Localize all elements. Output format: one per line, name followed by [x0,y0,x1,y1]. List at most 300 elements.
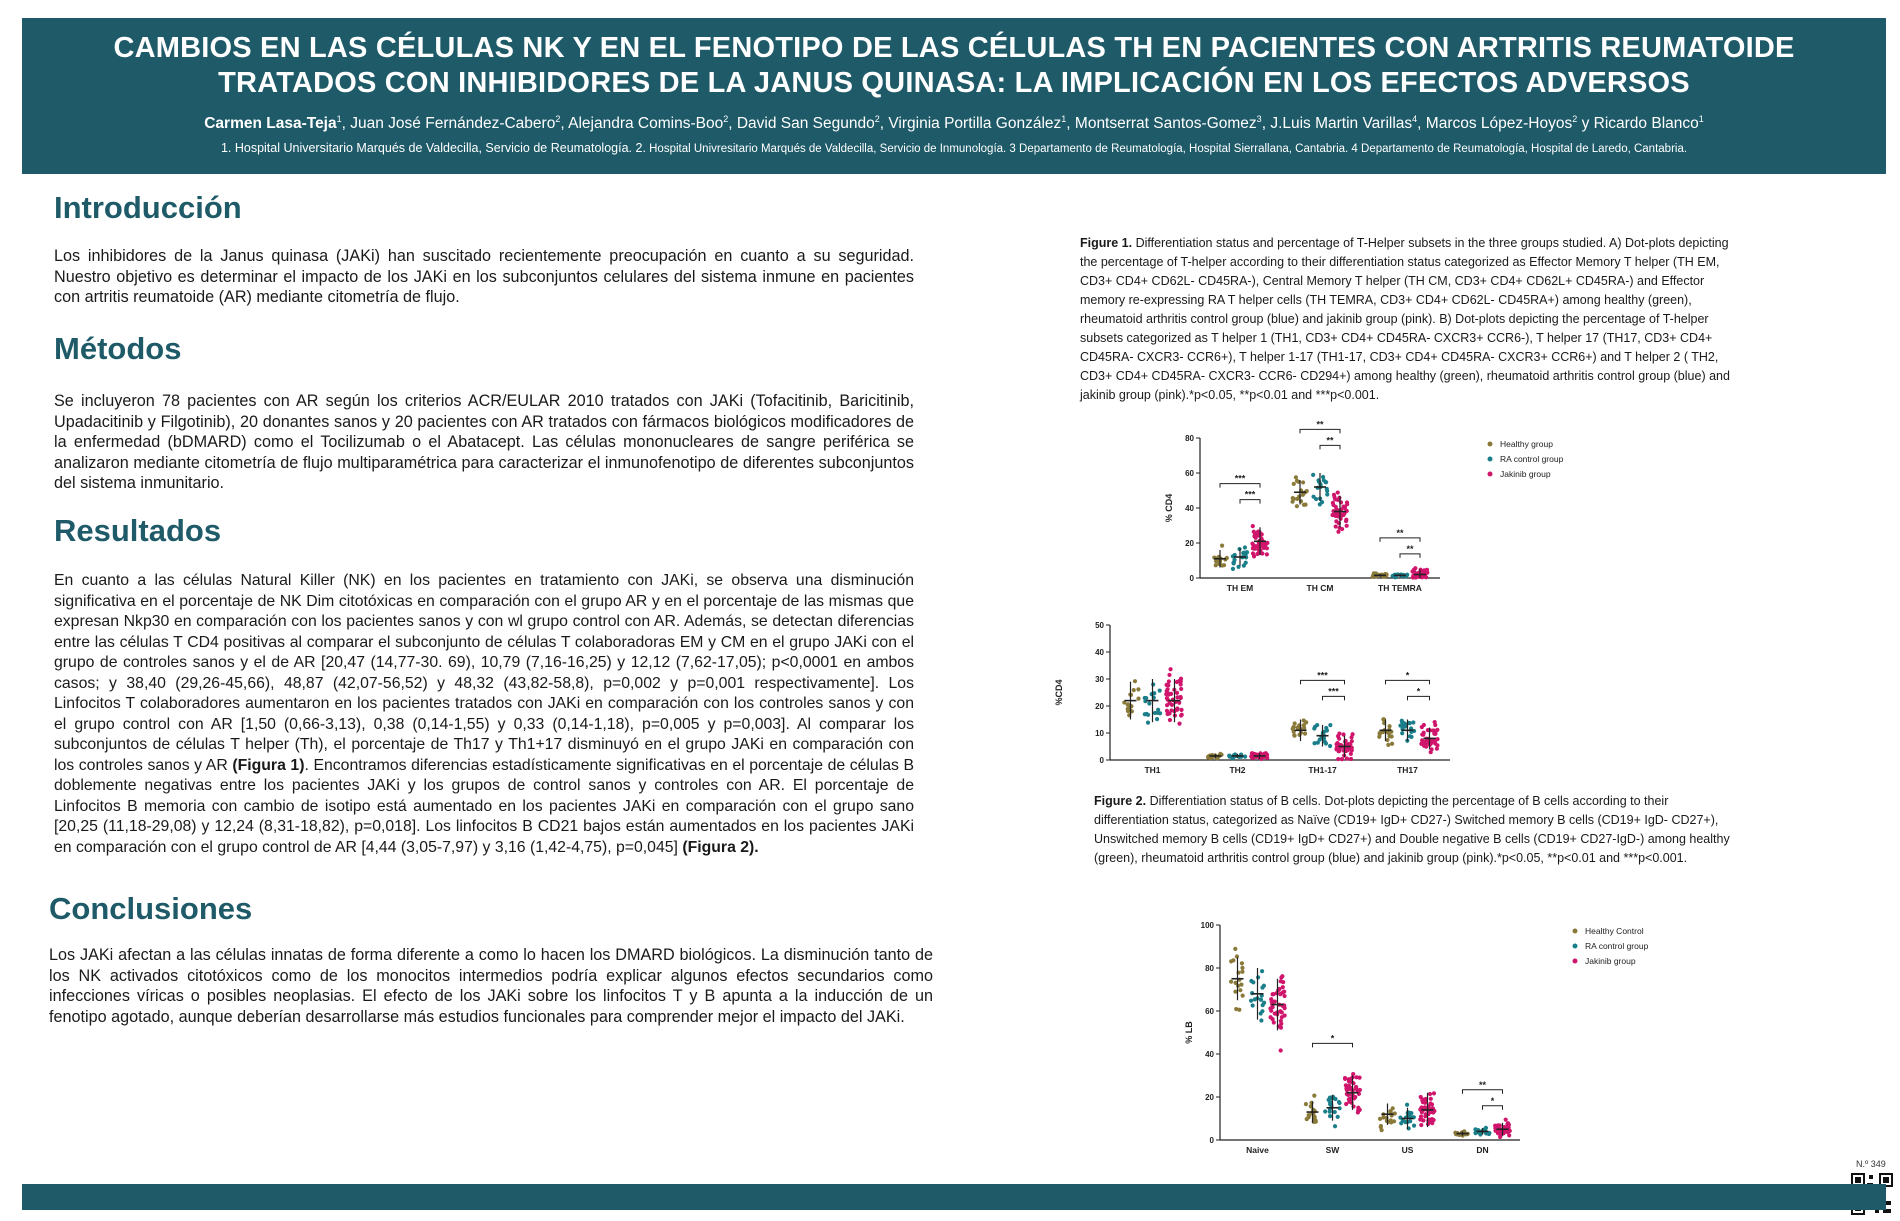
data-point [1333,513,1337,517]
data-point [1179,713,1183,717]
data-point [1271,992,1275,996]
affiliations [22,141,1886,155]
data-point [1334,519,1338,523]
data-point [1304,1102,1308,1106]
data-point [1304,720,1308,724]
author-name: Juan José Fernández-Cabero [350,115,556,133]
legend-label: Healthy group [1500,439,1553,449]
author-sup: 3 [1256,114,1262,124]
data-point [1292,733,1296,737]
data-point [1170,703,1174,707]
y-tick-label: 50 [1095,621,1104,630]
data-point [1408,721,1412,725]
data-point [1240,966,1244,970]
significance-bracket [1483,1106,1503,1110]
author-sup: 4 [1412,114,1418,124]
significance-bracket [1220,484,1260,488]
data-point [1260,985,1264,989]
data-point [1337,731,1341,735]
data-point [1390,742,1394,746]
data-point [1435,728,1439,732]
data-point [1419,1095,1423,1099]
data-point [1507,1133,1511,1137]
data-point [1325,492,1329,496]
data-point [1179,708,1183,712]
data-point [1232,558,1236,562]
data-point [1265,552,1269,556]
y-tick-label: 100 [1200,921,1214,930]
data-point [1419,742,1423,746]
data-point [1433,720,1437,724]
data-point [1412,568,1416,572]
data-point [1214,563,1218,567]
y-tick-label: 40 [1205,1050,1214,1059]
x-tick-label: TH EM [1226,583,1254,593]
data-point [1321,475,1325,479]
data-point [1421,733,1425,737]
data-point [1243,755,1247,759]
data-point [1337,496,1341,500]
data-point [1318,737,1322,741]
poster-title-line2: TRATADOS CON INHIBIDORES DE LA JANUS QUINASA: LA IMPLICACIÓN EN LOS EFECTOS ADVERSOS [218,67,1690,99]
data-point [1335,746,1339,750]
author-name: Marcos López-Hoyos [1425,115,1573,133]
author-name: Carmen Lasa-Teja [204,115,337,133]
poster-title-line1: CAMBIOS EN LAS CÉLULAS NK Y EN EL FENOTIPO DE LAS CÉLULAS TH EN PACIENTES CON ARTRITIS REUMATOIDE [113,32,1795,64]
data-point [1340,757,1344,761]
significance-bracket [1320,445,1340,449]
intro-text: Los inhibidores de la Janus quinasa (JAKi) han suscitado recientemente preocupación en cuanto a su seguridad. Nuestro objetivo es determinar el impacto de los JAKi en los subconjuntos celulares del sistema inmune en pacientes con artritis reumatoide (AR) mediante citometría de flujo. [54,247,914,306]
significance-bracket [1313,1043,1353,1047]
x-tick-label: TH CM [1306,583,1334,593]
legend-marker [1488,472,1493,477]
y-axis-label: %CD4 [1054,679,1064,706]
data-point [1378,732,1382,736]
data-point [1336,1115,1340,1119]
legend-label: RA control group [1585,941,1649,951]
data-point [1297,494,1301,498]
x-tick-label: TH1 [1144,765,1161,775]
data-point [1259,1018,1263,1022]
data-point [1311,473,1315,477]
significance-label: ** [1326,435,1334,446]
data-point [1387,724,1391,728]
author-name: Ricardo Blanco [1593,115,1699,133]
y-tick-label: 0 [1209,1136,1214,1145]
data-point [1250,542,1254,546]
data-point [1278,1009,1282,1013]
data-point [1324,480,1328,484]
affiliation-main: 1. Hospital Universitario Marqués de Valdecilla, Servicio de Reumatología. 2. [220,141,646,156]
data-point [1253,997,1257,1001]
author-sup: 2 [723,114,729,124]
data-point [1400,731,1404,735]
author-name: Alejandra Comins-Boo [568,115,724,133]
legend-marker [1573,959,1578,964]
figure2-dotplot [1180,905,1650,1160]
author-sup: 2 [874,114,880,124]
significance-bracket [1408,696,1430,700]
data-point [1259,998,1263,1002]
figure1-ref: (Figura 1) [232,756,305,774]
data-point [1241,994,1245,998]
author-name: David San Segundo [736,115,875,133]
data-point [1253,547,1257,551]
data-point [1337,1100,1341,1104]
data-point [1136,687,1140,691]
data-point [1244,561,1248,565]
data-point [1349,757,1353,761]
data-point [1305,1117,1309,1121]
data-point [1328,744,1332,748]
significance-bracket [1300,429,1340,433]
data-point [1146,721,1150,725]
data-point [1435,747,1439,751]
data-point [1177,722,1181,726]
data-point [1282,990,1286,994]
data-point [1240,970,1244,974]
data-point [1333,1110,1337,1114]
figure1-label: Figure 1. [1080,236,1133,250]
data-point [1424,575,1428,579]
data-point [1418,1117,1422,1121]
data-point [1259,1011,1263,1015]
data-point [1220,563,1224,567]
data-point [1411,720,1415,724]
author-list: Carmen Lasa-Teja$^1$, Juan José Fernández-Cabero$^2$, Alejandra Comins-Boo$^2$, David San Segundo$^2$, Virginia Portilla González$^1$, Montserrat Santos-Gomez$^3$, J.Luis Martin Varillas$^4$, Marcos López-Hoyos$^2$ y Ricardo Blanco$^1$ [204,114,1704,133]
data-point [1349,752,1353,756]
data-point [1412,1123,1416,1127]
data-point [1175,680,1179,684]
data-point [1325,728,1329,732]
data-point [1506,1125,1510,1129]
data-point [1269,1009,1273,1013]
data-point [1270,1017,1274,1021]
data-point [1292,497,1296,501]
author-sup: 2 [555,114,561,124]
data-point [1249,999,1253,1003]
data-point [1328,723,1332,727]
data-point [1421,1100,1425,1104]
author-sup: 1 [1061,114,1067,124]
data-point [1347,1097,1351,1101]
figure1-caption-text: Differentiation status and percentage of T-Helper subsets in the three groups studied. A) Dot-plots depicting the percentage of T-helper according to their differentiation status categorized as Effector Memory T helper (TH EM, CD3+ CD4+ CD62L- CD45RA-), Central Memory T helper (TH CM, CD3+ CD4+ CD62L+ CD45RA-) and Effector memory re-expressing RA T helper cells (TH TEMRA, CD3+ CD4+ CD62L- CD45RA+) among healthy (green), rheumatoid arthritis control group (blue) and jakinib group (pink). B) Dot-plots depicting the percentage of T-helper subsets categorized as T helper 1 (TH1, CD3+ CD4+ CD45RA- CXCR3+ CCR6-), T helper 17 (TH17, CD3+ CD4+ CD45RA- CXCR3- CCR6+), T helper 1-17 (TH1-17, CD3+ CD4+ CD45RA- CXCR3+ CCR6+) and T helper 2 ( TH2, CD3+ CD4+ CD45RA- CXCR3- CCR6- CD294+) among healthy (green), rheumatoid arthritis control group (blue) and jakinib group (pink).*p<0.05, **p<0.01 and ***p<0.001. [1080,236,1730,402]
y-tick-label: 60 [1185,469,1194,478]
y-axis-label: % CD4 [1164,493,1174,523]
data-point [1420,725,1424,729]
data-point [1399,1121,1403,1125]
significance-label: * [1330,1033,1335,1044]
poster-number: N.º 349 [1856,1159,1886,1169]
data-point [1243,545,1247,549]
data-point [1336,490,1340,494]
significance-label: *** [1317,670,1328,681]
data-point [1406,1113,1410,1117]
significance-label: * [1405,670,1410,681]
data-point [1314,1120,1318,1124]
data-point [1278,992,1282,996]
methods-heading: Métodos [54,331,182,366]
data-point [1337,737,1341,741]
significance-label: *** [1244,489,1256,500]
data-point [1349,747,1353,751]
results-text-a: En cuanto a las células Natural Killer (NK) en los pacientes en tratamiento con JAKi, se observa una disminución significativa en el porcentaje de NK Dim citotóxicas en comparación con el grupo AR y en el porcentaje de las mismas que expresan Nkp30 en comparación con los pacientes sanos y con wl grupo control con AR. Además, se detectan diferencias entre las células T CD4 positivas al comparar el subconjunto de células T colaboradoras EM y CM en el grupo JAKi con el grupo de controles sanos y el de AR [20,47 (14,77-30. 69), 10,79 (7,16-16,25) y 12,12 (7,62-17,05); p<0,0001 en ambos casos; y 38,40 (29,26-45,66), 48,87 (42,07-56,52) y 48,32 (43,82-58,8), p=0,002 y p=0,001 respectivamente]. Los Linfocitos T colaboradores aumentaron en los pacientes tratados con JAKi en comparación con los controles sanos y con el grupo control con AR [1,50 (0,66-3,13), 0,38 (0,14-1,55) y 0,33 (0,14-1,18), p=0,005 y p=0,003]. Al comparar los subconjuntos de células T helper (Th), el porcentaje de Th17 y Th1+17 disminuyó en el grupo JAKi en comparación con los controles sanos y AR [54,572,914,774]
significance-bracket [1323,696,1345,700]
data-point [1506,1121,1510,1125]
data-point [1168,667,1172,671]
figure2-caption [1094,792,1734,868]
figure2-label: Figure 2. [1094,794,1147,808]
results-text-b: . Encontramos diferencias estadísticamente significativas en el porcentaje de células B doblemente negativas entre los pacientes JAKi y los grupos de control sanos y controles con AR. El porcentaje de Linfocitos B memoria con cambio de isotipo está aumentado en los pacientes JAKi en comparación con el grupo sano [20,25 (11,18-29,08) y 12,24 (8,31-18,82), p=0,018]. Los linfocitos B CD21 bajos están aumentados en los pacientes JAKi en comparación con el grupo control de AR [4,44 (3,05-7,97) y 3,16 (1,42-4,75), p=0,045] [54,756,915,856]
data-point [1265,546,1269,550]
data-point [1283,1006,1287,1010]
legend-marker [1488,457,1493,462]
data-point [1430,1121,1434,1125]
x-tick-label: SW [1325,1145,1340,1155]
data-point [1345,524,1349,528]
data-point [1158,688,1162,692]
y-tick-label: 0 [1189,574,1194,583]
data-point [1342,749,1346,753]
significance-label: *** [1234,473,1246,484]
data-point [1242,551,1246,555]
data-point [1315,723,1319,727]
data-point [1353,1095,1357,1099]
data-point [1239,983,1243,987]
significance-label: ** [1478,1079,1487,1090]
figure1a-dotplot [1160,420,1630,600]
data-point [1311,495,1315,499]
data-point [1175,691,1179,695]
data-point [1261,1003,1265,1007]
legend-marker [1573,929,1578,934]
y-axis-label: % LB [1184,1021,1194,1044]
data-point [1409,735,1413,739]
data-point [1344,1102,1348,1106]
author-name: Virginia Portilla González [888,115,1062,133]
data-point [1252,530,1256,534]
data-point [1504,1118,1508,1122]
data-point [1344,1086,1348,1090]
data-point [1252,534,1256,538]
significance-bracket [1240,500,1260,504]
data-point [1386,743,1390,747]
data-point [1133,679,1137,683]
data-point [1158,711,1162,715]
footer-bar [22,1184,1886,1210]
data-point [1280,974,1284,978]
data-point [1147,701,1151,705]
data-point [1429,750,1433,754]
data-point [1280,1015,1284,1019]
data-point [1301,480,1305,484]
data-point [1175,695,1179,699]
x-tick-label: DN [1476,1145,1489,1155]
x-tick-label: TH2 [1229,765,1246,775]
data-point [1256,975,1260,979]
conclusions-heading: Conclusiones [49,891,253,926]
data-point [1351,1072,1355,1076]
data-point [1429,1097,1433,1101]
data-point [1292,482,1296,486]
data-point [1303,732,1307,736]
data-point [1136,697,1140,701]
data-point [1146,713,1150,717]
y-tick-label: 40 [1095,648,1104,657]
x-tick-label: TH TEMRA [1378,583,1422,593]
data-point [1379,1125,1383,1129]
data-point [1333,497,1337,501]
data-point [1336,757,1340,761]
data-point [1292,725,1296,729]
intro-heading: Introducción [54,190,242,225]
author-sup: 1 [336,114,342,124]
data-point [1260,969,1264,973]
significance-bracket [1301,680,1345,684]
x-tick-label: Naive [1246,1145,1269,1155]
legend-label: Healthy Control [1585,926,1644,936]
data-point [1331,503,1335,507]
author-sup: 2 [1572,114,1578,124]
data-point [1428,1092,1432,1096]
figure2-caption-text: Differentiation status of B cells. Dot-plots depicting the percentage of B cells according to their differentiation status, categorized as Naïve (CD19+ IgD+ CD27-) Switched memory B cells (CD19+ IgD- CD27+), Unswitched memory B cells (CD19+ IgD+ CD27+) and Double negative B cells (CD19+ CD27-IgD-) among healthy (green), rheumatoid arthritis control group (blue) and jakinib group (pink).*p<0.05, **p<0.01 and ***p<0.001. [1094,794,1730,865]
data-point [1179,677,1183,681]
y-tick-label: 80 [1185,434,1194,443]
data-point [1354,1075,1358,1079]
significance-label: * [1490,1095,1495,1106]
data-point [1155,717,1159,721]
y-tick-label: 80 [1205,964,1214,973]
legend-label: RA control group [1500,454,1564,464]
data-point [1432,1091,1436,1095]
y-tick-label: 20 [1205,1093,1214,1102]
data-point [1323,1109,1327,1113]
data-point [1307,1113,1311,1117]
title-banner [22,18,1886,174]
data-point [1350,732,1354,736]
data-point [1231,567,1235,571]
y-tick-label: 30 [1095,675,1104,684]
y-tick-label: 60 [1205,1007,1214,1016]
y-tick-label: 40 [1185,504,1194,513]
legend-label: Jakinib group [1500,469,1551,479]
author-name: Montserrat Santos-Gomez [1074,115,1257,133]
significance-bracket [1380,538,1420,542]
data-point [1252,554,1256,558]
significance-bracket [1386,680,1430,684]
y-tick-label: 20 [1095,702,1104,711]
methods-text: Se incluyeron 78 pacientes con AR según los criterios ACR/EULAR 2010 tratados con JAKi (Tofacitinib, Baricitinib, Upadacitinib y Filgotinib), 20 donantes sanos y 20 pacientes con AR tratados con fármacos biológicos modificadores de la enfermedad (bDMARD) como el Tocilizumab o el Abatacept. Las células mononucleares de sangre periférica se analizaron mediante citometría de flujo multiparamétrica para caracterizar el inmunofenotipo de diferentes subconjuntos del sistema inmunitario. [54,392,914,492]
data-point [1240,961,1244,965]
significance-label: ** [1406,543,1414,554]
data-point [1354,1085,1358,1089]
data-point [1167,673,1171,677]
results-text [54,571,914,858]
data-point [1227,754,1231,758]
data-point [1325,489,1329,493]
data-point [1333,1124,1337,1128]
data-point [1151,682,1155,686]
data-point [1179,687,1183,691]
significance-label: *** [1328,686,1339,697]
data-point [1233,947,1237,951]
x-tick-label: TH1-17 [1308,765,1337,775]
data-point [1166,683,1170,687]
data-point [1168,718,1172,722]
figure1b-dotplot [1050,605,1570,780]
data-point [1344,518,1348,522]
data-point [1295,504,1299,508]
data-point [1312,1094,1316,1098]
data-point [1423,743,1427,747]
data-point [1229,980,1233,984]
data-point [1334,524,1338,528]
x-tick-label: TH17 [1397,765,1418,775]
data-point [1301,493,1305,497]
data-point [1302,503,1306,507]
data-point [1345,756,1349,760]
data-point [1389,1120,1393,1124]
data-point [1294,475,1298,479]
conclusions-text: Los JAKi afectan a las células innatas de forma diferente a como lo hacen los DMARD biológicos. La disminución tanto de los NK activados citotóxicos como de los monocitos intermedios podría explicar algunos efectos secundarios como infecciones víricas o posibles neoplasias. El efecto de los JAKi sobre los linfocitos T y B apunta a la inducción de un fenotipo agotado, aunque deberían desarrollarse más estudios funcionales para comprender mejor el impacto del JAKi. [49,946,933,1026]
data-point [1165,709,1169,713]
legend-label: Jakinib group [1585,956,1636,966]
data-point [1343,1077,1347,1081]
figure2-ref: (Figura 2). [682,838,759,856]
results-heading: Resultados [54,513,222,548]
data-point [1132,688,1136,692]
data-point [1251,524,1255,528]
data-point [1229,959,1233,963]
data-point [1220,543,1224,547]
y-tick-label: 0 [1099,756,1104,765]
data-point [1234,1007,1238,1011]
legend-marker [1488,442,1493,447]
data-point [1279,1048,1283,1052]
data-point [1279,1019,1283,1023]
data-point [1281,980,1285,984]
data-point [1249,979,1253,983]
data-point [1167,692,1171,696]
y-tick-label: 10 [1095,729,1104,738]
author-sup: 1 [1698,114,1704,124]
significance-label: ** [1316,420,1324,430]
legend-marker [1573,944,1578,949]
author-name: J.Luis Martin Varillas [1270,115,1413,133]
data-point [1336,530,1340,534]
data-point [1343,505,1347,509]
affiliation-rest: Hospital Univresitario Marqués de Valdecilla, Servicio de Inmunología. 3 Departamento de Reumatología, Hospital Sierrallana, Cantabria. 4 Departamento de Reumatología, Hospital de Laredo, Cantabria. [649,143,1688,156]
data-point [1150,692,1154,696]
y-tick-label: 20 [1185,539,1194,548]
significance-label: ** [1396,527,1404,538]
significance-bracket [1463,1090,1503,1094]
figure1-caption [1080,234,1740,405]
data-point [1402,721,1406,725]
data-point [1391,1106,1395,1110]
data-point [1238,988,1242,992]
significance-bracket [1400,554,1420,558]
data-point [1419,1123,1423,1127]
significance-label: * [1416,686,1421,697]
data-point [1328,1114,1332,1118]
data-point [1356,1110,1360,1114]
data-point [1328,1102,1332,1106]
data-point [1251,1003,1255,1007]
data-point [1335,742,1339,746]
data-point [1405,1103,1409,1107]
x-tick-label: US [1401,1145,1414,1155]
